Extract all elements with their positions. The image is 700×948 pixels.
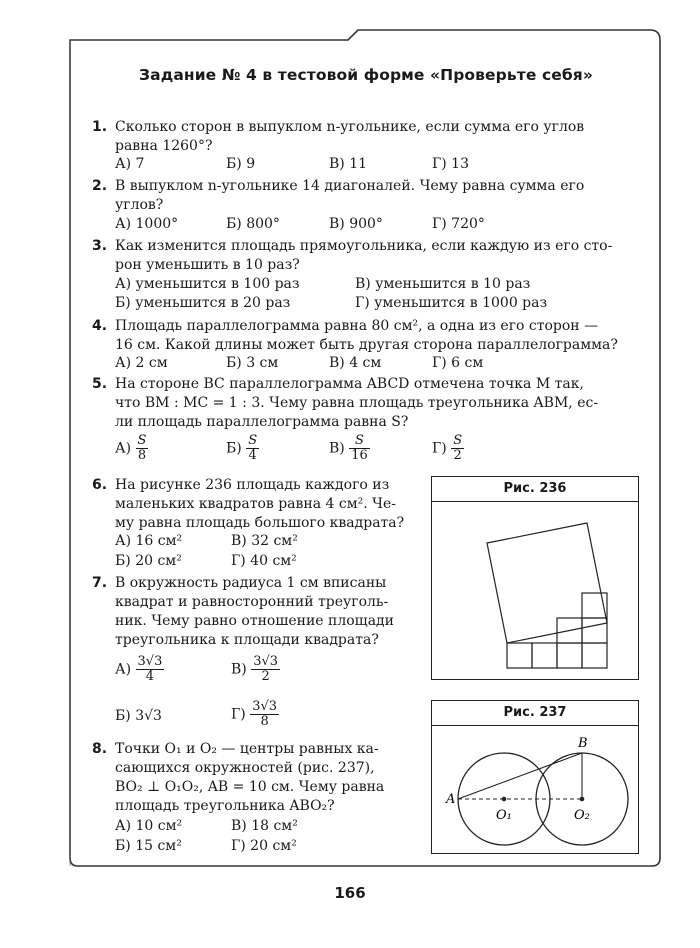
answer-option: Г) 40 см²: [231, 553, 297, 569]
label-a: A: [446, 792, 456, 807]
question-text-line: равна 1260°?: [115, 138, 213, 154]
question-number: 5.: [92, 376, 108, 392]
fraction-numerator: 3√3: [252, 699, 278, 714]
answer-fraction: [451, 434, 464, 463]
answer-option: В) 900°: [329, 216, 383, 232]
answer-fraction: [349, 434, 370, 463]
fraction-denominator: 2: [453, 448, 462, 463]
question-text-line: В выпуклом n-угольнике 14 диагоналей. Чему равна сумма его: [115, 178, 585, 194]
figure-237: [431, 700, 639, 854]
fraction-numerator: S: [248, 433, 258, 448]
answer-option: [329, 434, 370, 463]
question-number: 6.: [92, 477, 108, 493]
answer-fraction: [136, 434, 149, 463]
fraction-denominator: 8: [260, 714, 269, 729]
answer-option: Б) 800°: [226, 216, 280, 232]
question-number: 7.: [92, 575, 108, 591]
figure-title: Рис. 237: [432, 701, 638, 726]
question-text-line: В окружность радиуса 1 см вписаны: [115, 575, 387, 591]
answer-letter: Г): [432, 440, 447, 457]
fraction-numerator: 3√3: [137, 654, 163, 669]
small-squares: [507, 593, 607, 668]
question-text-line: ник. Чему равно отношение площади: [115, 613, 394, 629]
answer-option: [226, 434, 259, 463]
question-text-line: маленьких квадратов равна 4 см². Че-: [115, 496, 396, 512]
question-text-line: Площадь параллелограмма равна 80 см², а одна из его сторон —: [115, 318, 599, 334]
answer-option: В) 32 см²: [231, 533, 298, 549]
answer-letter: А): [115, 661, 132, 678]
answer-option: В) 11: [329, 156, 368, 172]
answer-letter: Г): [231, 706, 246, 723]
question-number: 3.: [92, 238, 108, 254]
answer-fraction: [246, 434, 259, 463]
question-text-line: что BM : MC = 1 : 3. Чему равна площадь треугольника ABM, ес-: [115, 395, 599, 411]
answer-letter: В): [231, 661, 247, 678]
figure-title: Рис. 236: [432, 477, 638, 502]
answer-option: Б) уменьшится в 20 раз: [115, 295, 291, 311]
segment-ab: [458, 753, 582, 799]
question-text-line: BO₂ ⊥ O₁O₂, AB = 10 см. Чему равна: [115, 779, 385, 795]
answer-letter: А): [115, 440, 132, 457]
answer-option: [115, 655, 164, 684]
answer-option: Г) 13: [432, 156, 469, 172]
answer-option: Б) 9: [226, 156, 256, 172]
answer-option: Г) 20 см²: [231, 838, 297, 854]
answer-option: [115, 434, 148, 463]
label-o2: O₂: [574, 808, 590, 823]
answer-option: А) 2 см: [115, 355, 168, 371]
answer-option: А) уменьшится в 100 раз: [115, 276, 300, 292]
answer-option: Б) 20 см²: [115, 553, 182, 569]
question-text-line: треугольника к площади квадрата?: [115, 632, 379, 648]
answer-option: А) 10 см²: [115, 818, 183, 834]
question-text-line: Сколько сторон в выпуклом n-угольнике, если сумма его углов: [115, 119, 585, 135]
question-text-line: углов?: [115, 197, 164, 213]
question-number: 2.: [92, 178, 108, 194]
figure-236: [431, 476, 639, 680]
page-number: 166: [334, 884, 366, 902]
answer-option: [231, 655, 280, 684]
figure-237-drawing: [432, 727, 638, 853]
question-text-line: ли площадь параллелограмма равна S?: [115, 414, 409, 430]
answer-option: Г) 720°: [432, 216, 485, 232]
fraction-denominator: 8: [137, 448, 147, 463]
answer-option: А) 1000°: [115, 216, 179, 232]
answer-option: Г) 6 см: [432, 355, 484, 371]
answer-option: В) уменьшится в 10 раз: [355, 276, 531, 292]
question-text-line: На стороне BC параллелограмма ABCD отмечена точка M так,: [115, 376, 584, 392]
answer-option: [432, 434, 464, 463]
point-o2: [580, 797, 585, 802]
question-text-line: сающихся окружностей (рис. 237),: [115, 760, 375, 776]
question-text-line: Точки O₁ и O₂ — центры равных ка-: [115, 741, 379, 757]
answer-option: Б) 3 см: [226, 355, 279, 371]
question-text-line: му равна площадь большого квадрата?: [115, 515, 405, 531]
fraction-denominator: 4: [248, 448, 257, 463]
question-text-line: квадрат и равносторонний треуголь-: [115, 594, 389, 610]
answer-letter: Б): [226, 440, 242, 457]
answer-fraction: [250, 700, 279, 729]
point-o1: [502, 797, 507, 802]
answer-option: Б) 15 см²: [115, 838, 182, 854]
question-text-line: На рисунке 236 площадь каждого из: [115, 477, 390, 493]
label-b: B: [578, 736, 588, 751]
answer-option: В) 18 см²: [231, 818, 298, 834]
answer-option: В) 4 см: [329, 355, 382, 371]
answer-option: [231, 700, 279, 729]
fraction-numerator: 3√3: [253, 654, 279, 669]
fraction-numerator: S: [349, 434, 370, 449]
fraction-denominator: 2: [261, 669, 270, 684]
label-o1: O₁: [496, 808, 512, 823]
fraction-numerator: S: [453, 433, 463, 448]
question-number: 1.: [92, 119, 108, 135]
answer-option: А) 16 см²: [115, 533, 183, 549]
answer-option: Г) уменьшится в 1000 раз: [355, 295, 548, 311]
question-number: 8.: [92, 741, 108, 757]
answer-fraction: [251, 655, 280, 684]
question-text-line: 16 см. Какой длины может быть другая сторона параллелограмма?: [115, 337, 618, 353]
fraction-denominator: 4: [145, 669, 155, 684]
answer-option: Б) 3√3: [115, 708, 162, 724]
fraction-denominator: 16: [351, 448, 368, 463]
large-square: [487, 523, 607, 643]
answer-option: А) 7: [115, 156, 145, 172]
question-text-line: рон уменьшить в 10 раз?: [115, 257, 300, 273]
question-text-line: площадь треугольника ABO₂?: [115, 798, 335, 814]
fraction-numerator: S: [137, 433, 147, 448]
page-title: Задание № 4 в тестовой форме «Проверьте себя»: [139, 66, 593, 84]
figure-236-drawing: [432, 503, 638, 679]
answer-fraction: [136, 655, 165, 684]
answer-letter: В): [329, 440, 345, 457]
question-text-line: Как изменится площадь прямоугольника, если каждую из его сто-: [115, 238, 613, 254]
question-number: 4.: [92, 318, 108, 334]
